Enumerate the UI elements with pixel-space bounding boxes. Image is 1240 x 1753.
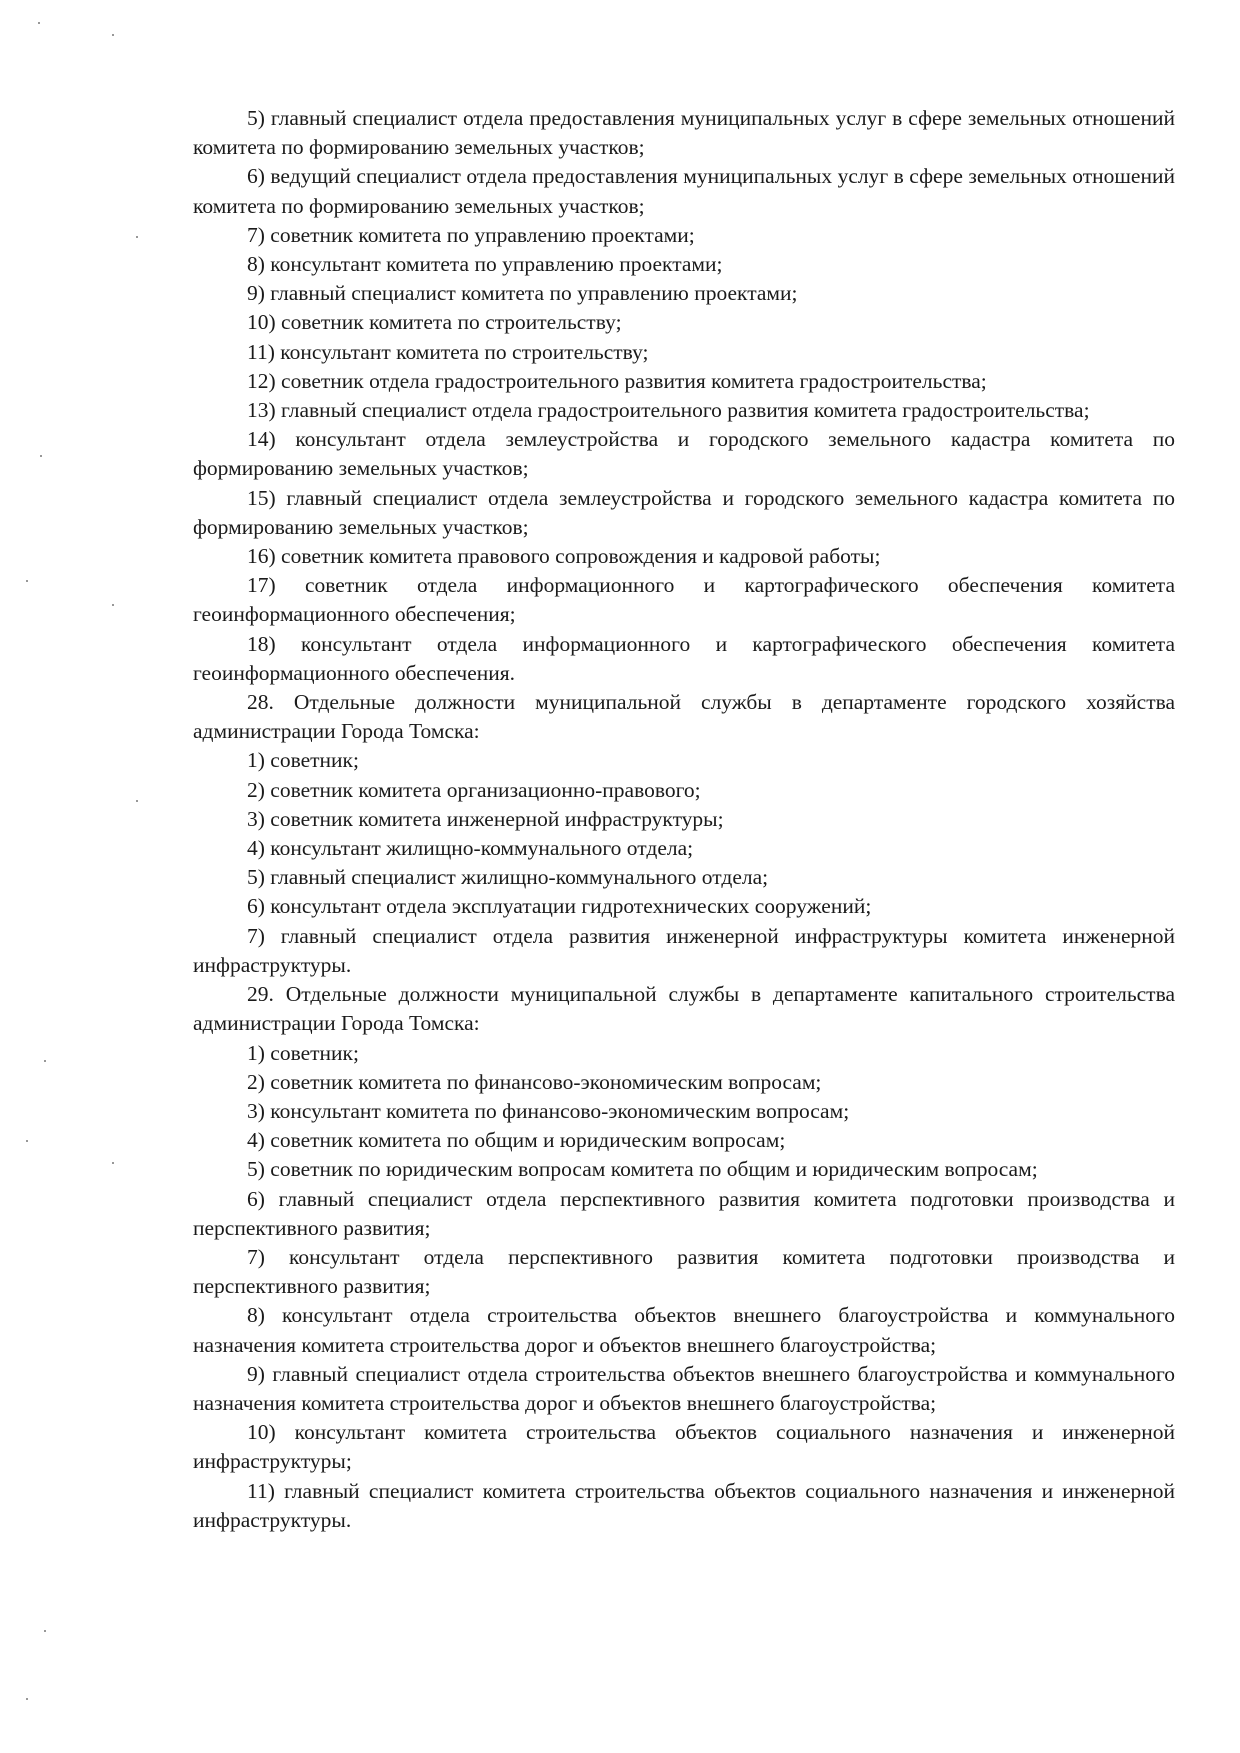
scan-speck <box>112 1162 114 1164</box>
list-item: 7) советник комитета по управлению проектами; <box>247 222 695 247</box>
section-heading-28: 28. Отдельные должности муниципальной службы в департаменте городского хозяйства администрации Города Томска: <box>193 690 1175 744</box>
list-item: 11) консультант комитета по строительству; <box>247 339 649 364</box>
list-item: 8) консультант комитета по управлению проектами; <box>247 252 723 277</box>
list-item: 5) главный специалист отдела предоставления муниципальных услуг в сфере земельных отношений комитета по формированию земельных участков; <box>193 106 1175 160</box>
scan-speck <box>112 604 114 606</box>
list-item: 1) советник; <box>247 1040 359 1065</box>
scan-speck <box>26 1698 28 1700</box>
list-item: 12) советник отдела градостроительного развития комитета градостроительства; <box>247 368 987 393</box>
scan-speck <box>136 236 138 238</box>
section-heading-29: 29. Отдельные должности муниципальной службы в департаменте капитального строительства администрации Города Томска: <box>193 982 1175 1036</box>
scan-speck <box>40 455 42 457</box>
list-item: 6) ведущий специалист отдела предоставления муниципальных услуг в сфере земельных отношений комитета по формированию земельных участков; <box>193 164 1175 218</box>
list-item: 2) советник комитета организационно-правового; <box>247 777 701 802</box>
scan-speck <box>136 800 138 802</box>
list-item: 5) советник по юридическим вопросам комитета по общим и юридическим вопросам; <box>247 1157 1038 1182</box>
list-item: 3) советник комитета инженерной инфраструктуры; <box>247 806 724 831</box>
list-item: 10) советник комитета по строительству; <box>247 310 622 335</box>
scan-speck <box>112 34 114 36</box>
scan-speck <box>44 1630 46 1632</box>
list-item: 17) советник отдела информационного и картографического обеспечения комитета геоинформационного обеспечения; <box>193 573 1175 627</box>
document-body <box>193 104 1175 1535</box>
scan-speck <box>26 580 28 582</box>
list-item: 14) консультант отдела землеустройства и городского земельного кадастра комитета по формированию земельных участков; <box>193 427 1175 481</box>
list-item: 15) главный специалист отдела землеустройства и городского земельного кадастра комитета по формированию земельных участков; <box>193 485 1175 539</box>
list-item: 13) главный специалист отдела градостроительного развития комитета градостроительства; <box>247 398 1090 423</box>
list-item: 2) советник комитета по финансово-экономическим вопросам; <box>247 1069 822 1094</box>
list-item: 3) консультант комитета по финансово-экономическим вопросам; <box>247 1098 850 1123</box>
list-item: 10) консультант комитета строительства объектов социального назначения и инженерной инфраструктуры; <box>193 1420 1175 1474</box>
list-item: 1) советник; <box>247 748 359 773</box>
scan-speck <box>38 22 40 24</box>
list-item: 9) главный специалист отдела строительства объектов внешнего благоустройства и коммунального назначения комитета строительства дорог и объектов внешнего благоустройства; <box>193 1361 1175 1415</box>
list-item: 8) консультант отдела строительства объектов внешнего благоустройства и коммунального назначения комитета строительства дорог и объектов внешнего благоустройства; <box>193 1303 1175 1357</box>
list-item: 16) советник комитета правового сопровождения и кадровой работы; <box>247 544 881 569</box>
list-item: 9) главный специалист комитета по управлению проектами; <box>247 281 798 306</box>
list-item: 6) консультант отдела эксплуатации гидротехнических сооружений; <box>247 894 872 919</box>
list-item: 5) главный специалист жилищно-коммунального отдела; <box>247 865 769 890</box>
scan-speck <box>44 1060 46 1062</box>
list-item: 4) советник комитета по общим и юридическим вопросам; <box>247 1128 786 1153</box>
list-item: 4) консультант жилищно-коммунального отдела; <box>247 836 694 861</box>
list-item: 6) главный специалист отдела перспективного развития комитета подготовки производства и перспективного развития; <box>193 1186 1175 1240</box>
list-item: 7) консультант отдела перспективного развития комитета подготовки производства и перспективного развития; <box>193 1244 1175 1299</box>
scan-speck <box>26 1140 28 1142</box>
list-item: 18) консультант отдела информационного и картографического обеспечения комитета геоинформационного обеспечения. <box>193 631 1175 685</box>
list-item: 7) главный специалист отдела развития инженерной инфраструктуры комитета инженерной инфраструктуры. <box>193 923 1175 977</box>
list-item: 11) главный специалист комитета строительства объектов социального назначения и инженерной инфраструктуры. <box>193 1478 1175 1532</box>
